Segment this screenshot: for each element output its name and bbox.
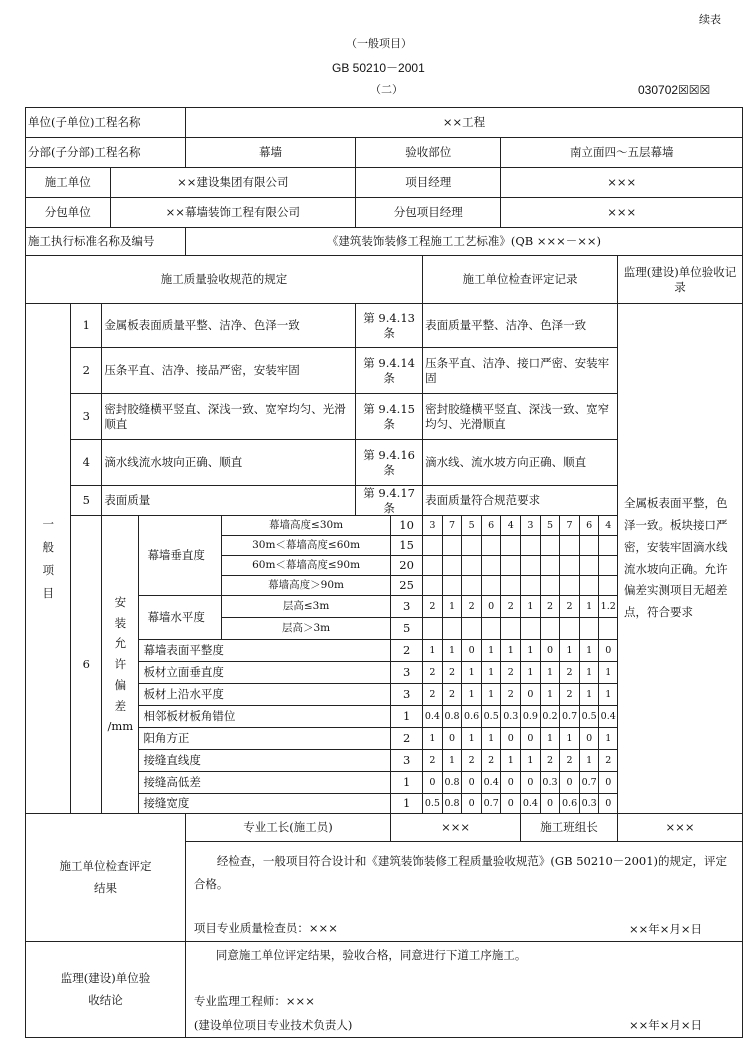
measured-value: 0.4 [481, 772, 501, 794]
deviation-item-name: 板材立面垂直度 [139, 662, 391, 684]
measured-value: 2 [481, 750, 501, 772]
item-number: 5 [71, 486, 102, 516]
measured-value: 0 [560, 772, 580, 794]
measured-value: 4 [599, 516, 618, 536]
measured-value: 1 [462, 662, 482, 684]
allowed-value: 3 [391, 662, 423, 684]
measured-value [599, 536, 618, 556]
measured-value [442, 536, 462, 556]
general-items-label: 一 般 项 目 [26, 304, 71, 814]
measured-value: 0 [442, 728, 462, 750]
supervision-note: 全属板表面平整，色泽一致。板块接口严密，安装牢固滴水线流水坡向正确。允许偏差实测项目无超差点，符合要求 [618, 304, 743, 814]
deviation-item-name: 幕墙高度≤30m [222, 516, 391, 536]
deviation-item-name: 相邻板材板角错位 [139, 706, 391, 728]
measured-value: 0 [599, 772, 618, 794]
measured-value: 1 [599, 684, 618, 706]
measured-value: 2 [540, 750, 560, 772]
item-clause: 第 9.4.17 条 [356, 486, 423, 516]
measured-value: 2 [442, 662, 462, 684]
measured-value: 0.4 [521, 794, 541, 814]
measured-value: 1.2 [599, 596, 618, 618]
allowed-value: 1 [391, 706, 423, 728]
measured-value: 0.5 [579, 706, 599, 728]
allowed-value: 25 [391, 576, 423, 596]
measured-value [442, 556, 462, 576]
unit-name-label: 单位(子单位)工程名称 [26, 108, 186, 138]
measured-value: 2 [462, 750, 482, 772]
measured-value [462, 576, 482, 596]
item-record: 表面质量平整、洁净、色泽一致 [423, 304, 618, 348]
vertical-group-label: 幕墙垂直度 [139, 516, 222, 596]
measured-value: 2 [599, 750, 618, 772]
measured-value: 0.3 [501, 706, 521, 728]
item-clause: 第 9.4.16 条 [356, 440, 423, 486]
division-label: 分部(子分部)工程名称 [26, 138, 186, 168]
allowed-value: 20 [391, 556, 423, 576]
measured-value: 1 [521, 596, 541, 618]
deviation-item-name: 30m＜幕墙高度≤60m [222, 536, 391, 556]
measured-value [579, 556, 599, 576]
item-description: 表面质量 [102, 486, 356, 516]
item-description: 滴水线流水坡向正确、顺直 [102, 440, 356, 486]
supervision-date: ××年×月×日 [628, 1018, 702, 1032]
item-clause: 第 9.4.14 条 [356, 348, 423, 394]
supervising-engineer: 专业监理工程师：××× [193, 994, 315, 1008]
item-description: 金属板表面质量平整、洁净、色泽一致 [102, 304, 356, 348]
measured-value: 0.8 [442, 794, 462, 814]
measured-value [521, 576, 541, 596]
measured-value: 0.5 [481, 706, 501, 728]
measured-value: 1 [540, 662, 560, 684]
team-leader-label: 施工班组长 [521, 814, 618, 842]
measured-value: 0.3 [579, 794, 599, 814]
accept-part-label: 验收部位 [356, 138, 501, 168]
pm-value: ××× [501, 168, 743, 198]
part-label: （二） [370, 83, 403, 96]
measured-value: 0 [462, 640, 482, 662]
measured-value [540, 576, 560, 596]
allowed-value: 5 [391, 618, 423, 640]
measured-value: 1 [579, 750, 599, 772]
owner-representative: (建设单位项目专业技术负责人) [193, 1018, 353, 1032]
measured-value: 0.9 [521, 706, 541, 728]
team-leader-value: ××× [618, 814, 743, 842]
measured-value: 1 [481, 728, 501, 750]
allowed-value: 3 [391, 750, 423, 772]
measured-value: 1 [462, 684, 482, 706]
deviation-item-name: 接缝高低差 [139, 772, 391, 794]
measured-value: 2 [540, 596, 560, 618]
measured-value: 1 [481, 684, 501, 706]
measured-value: 0.4 [599, 706, 618, 728]
measured-value [442, 576, 462, 596]
foreman-value: ××× [391, 814, 521, 842]
measured-value [501, 618, 521, 640]
measured-value: 0 [599, 794, 618, 814]
measured-value: 2 [560, 596, 580, 618]
supervision-result-text: 同意施工单位评定结果，验收合格，同意进行下道工序施工。 [215, 948, 527, 962]
item-description: 密封胶缝横平竖直、深浅一致、宽窄均匀、光滑顺直 [102, 394, 356, 440]
measured-value: 0 [540, 640, 560, 662]
measured-value [560, 536, 580, 556]
measured-value [540, 618, 560, 640]
measured-value: 0 [521, 728, 541, 750]
measured-value: 2 [501, 596, 521, 618]
item-number: 4 [71, 440, 102, 486]
measured-value: 1 [481, 662, 501, 684]
measured-value: 4 [501, 516, 521, 536]
measured-value [501, 556, 521, 576]
measured-value [560, 618, 580, 640]
measured-value: 0.7 [579, 772, 599, 794]
measured-value: 0.8 [442, 772, 462, 794]
deviation-item-name: 幕墙高度＞90m [222, 576, 391, 596]
measured-value: 5 [462, 516, 482, 536]
measured-value: 2 [442, 684, 462, 706]
deviation-item-name: 层高＞3m [222, 618, 391, 640]
item-record: 表面质量符合规范要求 [423, 486, 618, 516]
standard-value: 《建筑装饰装修工程施工工艺标准》(QB ×××－××) [185, 228, 742, 256]
item-number: 6 [71, 516, 102, 814]
measured-value: 1 [521, 750, 541, 772]
deviation-item-name: 层高≤3m [222, 596, 391, 618]
measured-value: 7 [560, 516, 580, 536]
measured-value [579, 618, 599, 640]
measured-value: 1 [521, 662, 541, 684]
measured-value: 7 [442, 516, 462, 536]
allowed-value: 15 [391, 536, 423, 556]
measured-value: 2 [423, 750, 443, 772]
measured-value [540, 556, 560, 576]
unit-name-value: ××工程 [185, 108, 742, 138]
measured-value [540, 536, 560, 556]
contractor-date: ××年×月×日 [628, 921, 702, 936]
measured-value [423, 618, 443, 640]
measured-value: 2 [462, 596, 482, 618]
measured-value: 3 [521, 516, 541, 536]
measured-value: 0.8 [442, 706, 462, 728]
pm-label: 项目经理 [356, 168, 501, 198]
measured-value [560, 576, 580, 596]
division-value: 幕墙 [185, 138, 355, 168]
standard-number: GB 50210－2001 [332, 61, 425, 75]
item-record: 滴水线、流水坡方向正确、顺直 [423, 440, 618, 486]
measured-value [521, 556, 541, 576]
measured-value [521, 618, 541, 640]
allowed-value: 3 [391, 596, 423, 618]
contractor-result-label: 施工单位检查评定结果 [26, 814, 186, 942]
measured-value: 0 [462, 794, 482, 814]
measured-value: 0 [501, 794, 521, 814]
measured-value: 6 [481, 516, 501, 536]
measured-value: 1 [501, 640, 521, 662]
measured-value: 0.5 [423, 794, 443, 814]
measured-value [481, 536, 501, 556]
measured-value: 1 [579, 662, 599, 684]
item-number: 1 [71, 304, 102, 348]
item-number: 2 [71, 348, 102, 394]
measured-value: 0 [540, 794, 560, 814]
measured-value: 1 [521, 640, 541, 662]
supervision-result-label: 监理(建设)单位验收结论 [26, 942, 186, 1038]
measured-value: 0 [423, 772, 443, 794]
deviation-item-name: 60m＜幕墙高度≤90m [222, 556, 391, 576]
measured-value: 1 [462, 728, 482, 750]
measured-value [442, 618, 462, 640]
measured-value: 1 [599, 728, 618, 750]
sub-pm-label: 分包项目经理 [356, 198, 501, 228]
item-description: 压条平直、洁净、接品严密，安装牢固 [102, 348, 356, 394]
deviation-item-name: 接缝直线度 [139, 750, 391, 772]
measured-value: 2 [560, 684, 580, 706]
measured-value: 1 [423, 640, 443, 662]
measured-value [481, 576, 501, 596]
measured-value: 0 [521, 772, 541, 794]
deviation-item-name: 板材上沿水平度 [139, 684, 391, 706]
measured-value: 1 [423, 728, 443, 750]
deviation-item-name: 阳角方正 [139, 728, 391, 750]
quality-inspector: 项目专业质量检查员：××× [193, 921, 338, 936]
measured-value [423, 536, 443, 556]
measured-value [462, 618, 482, 640]
measured-value: 1 [481, 640, 501, 662]
measured-value: 0 [579, 728, 599, 750]
allowed-value: 2 [391, 640, 423, 662]
item-record: 密封胶缝横平竖直、深浅一致、宽窄均匀、光滑顺直 [423, 394, 618, 440]
measured-value: 0.2 [540, 706, 560, 728]
sub-pm-value: ××× [501, 198, 743, 228]
measured-value: 1 [540, 684, 560, 706]
measured-value [481, 556, 501, 576]
measured-value: 1 [560, 640, 580, 662]
measured-value: 6 [579, 516, 599, 536]
contractor-label: 施工单位 [26, 168, 111, 198]
measured-value: 5 [540, 516, 560, 536]
deviation-item-name: 幕墙表面平整度 [139, 640, 391, 662]
contractor-value: ××建设集团有限公司 [110, 168, 356, 198]
deviation-item-name: 接缝宽度 [139, 794, 391, 814]
item-clause: 第 9.4.13 条 [356, 304, 423, 348]
level-group-label: 幕墙水平度 [139, 596, 222, 640]
measured-value: 1 [540, 728, 560, 750]
category-label: （一般项目） [346, 37, 412, 50]
allowed-value: 2 [391, 728, 423, 750]
measured-value: 0.7 [481, 794, 501, 814]
measured-value: 1 [579, 684, 599, 706]
measured-value: 2 [423, 662, 443, 684]
subcontractor-value: ××幕墙装饰工程有限公司 [110, 198, 356, 228]
measured-value: 1 [560, 728, 580, 750]
measured-value: 2 [423, 684, 443, 706]
measured-value: 2 [560, 750, 580, 772]
supervise-column-header: 监理(建设)单位验收记录 [618, 256, 743, 304]
item-clause: 第 9.4.15 条 [356, 394, 423, 440]
measured-value: 0 [462, 772, 482, 794]
contractor-result-text: 经检查，一般项目符合设计和《建筑装饰装修工程质量验收规范》(GB 50210－2001)的规定，评定合格。 [185, 842, 742, 916]
measured-value: 0 [599, 640, 618, 662]
item-record: 压条平直、洁净、接口严密、安装牢固 [423, 348, 618, 394]
measured-value [599, 618, 618, 640]
form-code: 030702☒☒☒ [638, 83, 711, 97]
measured-value: 1 [579, 640, 599, 662]
subcontractor-label: 分包单位 [26, 198, 111, 228]
allowed-value: 10 [391, 516, 423, 536]
measured-value [481, 618, 501, 640]
measured-value: 1 [442, 596, 462, 618]
measured-value [462, 536, 482, 556]
measured-value: 0.6 [560, 794, 580, 814]
measured-value: 2 [560, 662, 580, 684]
measured-value [579, 536, 599, 556]
measured-value: 0 [501, 728, 521, 750]
measured-value: 0.3 [540, 772, 560, 794]
allowed-value: 1 [391, 772, 423, 794]
measured-value: 2 [501, 684, 521, 706]
measured-value: 1 [442, 640, 462, 662]
measured-value [521, 536, 541, 556]
measured-value: 0.7 [560, 706, 580, 728]
measured-value: 0 [481, 596, 501, 618]
item-number: 3 [71, 394, 102, 440]
measured-value: 1 [599, 662, 618, 684]
allowed-value: 1 [391, 794, 423, 814]
measured-value [579, 576, 599, 596]
measured-value: 0 [521, 684, 541, 706]
measured-value [501, 536, 521, 556]
measured-value: 0.6 [462, 706, 482, 728]
measured-value [560, 556, 580, 576]
foreman-label: 专业工长(施工员) [185, 814, 390, 842]
continued-label: 续表 [699, 13, 721, 26]
measured-value: 2 [501, 662, 521, 684]
allowed-value: 3 [391, 684, 423, 706]
measured-value [462, 556, 482, 576]
item-row [26, 304, 743, 348]
measured-value: 0.4 [423, 706, 443, 728]
check-column-header: 施工单位检查评定记录 [423, 256, 618, 304]
measured-value [599, 556, 618, 576]
measured-value: 3 [423, 516, 443, 536]
measured-value: 1 [501, 750, 521, 772]
measured-value [501, 576, 521, 596]
standard-label: 施工执行标准名称及编号 [26, 228, 186, 256]
measured-value: 0 [501, 772, 521, 794]
inspection-table [25, 107, 743, 1038]
measured-value: 1 [579, 596, 599, 618]
measured-value [599, 576, 618, 596]
supervision-result-cell [185, 942, 742, 1038]
measured-value: 2 [423, 596, 443, 618]
measured-value: 1 [442, 750, 462, 772]
accept-part-value: 南立面四～五层幕墙 [501, 138, 743, 168]
spec-column-header: 施工质量验收规范的规定 [26, 256, 423, 304]
contractor-signature-line [185, 916, 742, 942]
measured-value [423, 576, 443, 596]
deviation-label: 安 装 允 许 偏 差 /mm [102, 516, 139, 814]
measured-value [423, 556, 443, 576]
